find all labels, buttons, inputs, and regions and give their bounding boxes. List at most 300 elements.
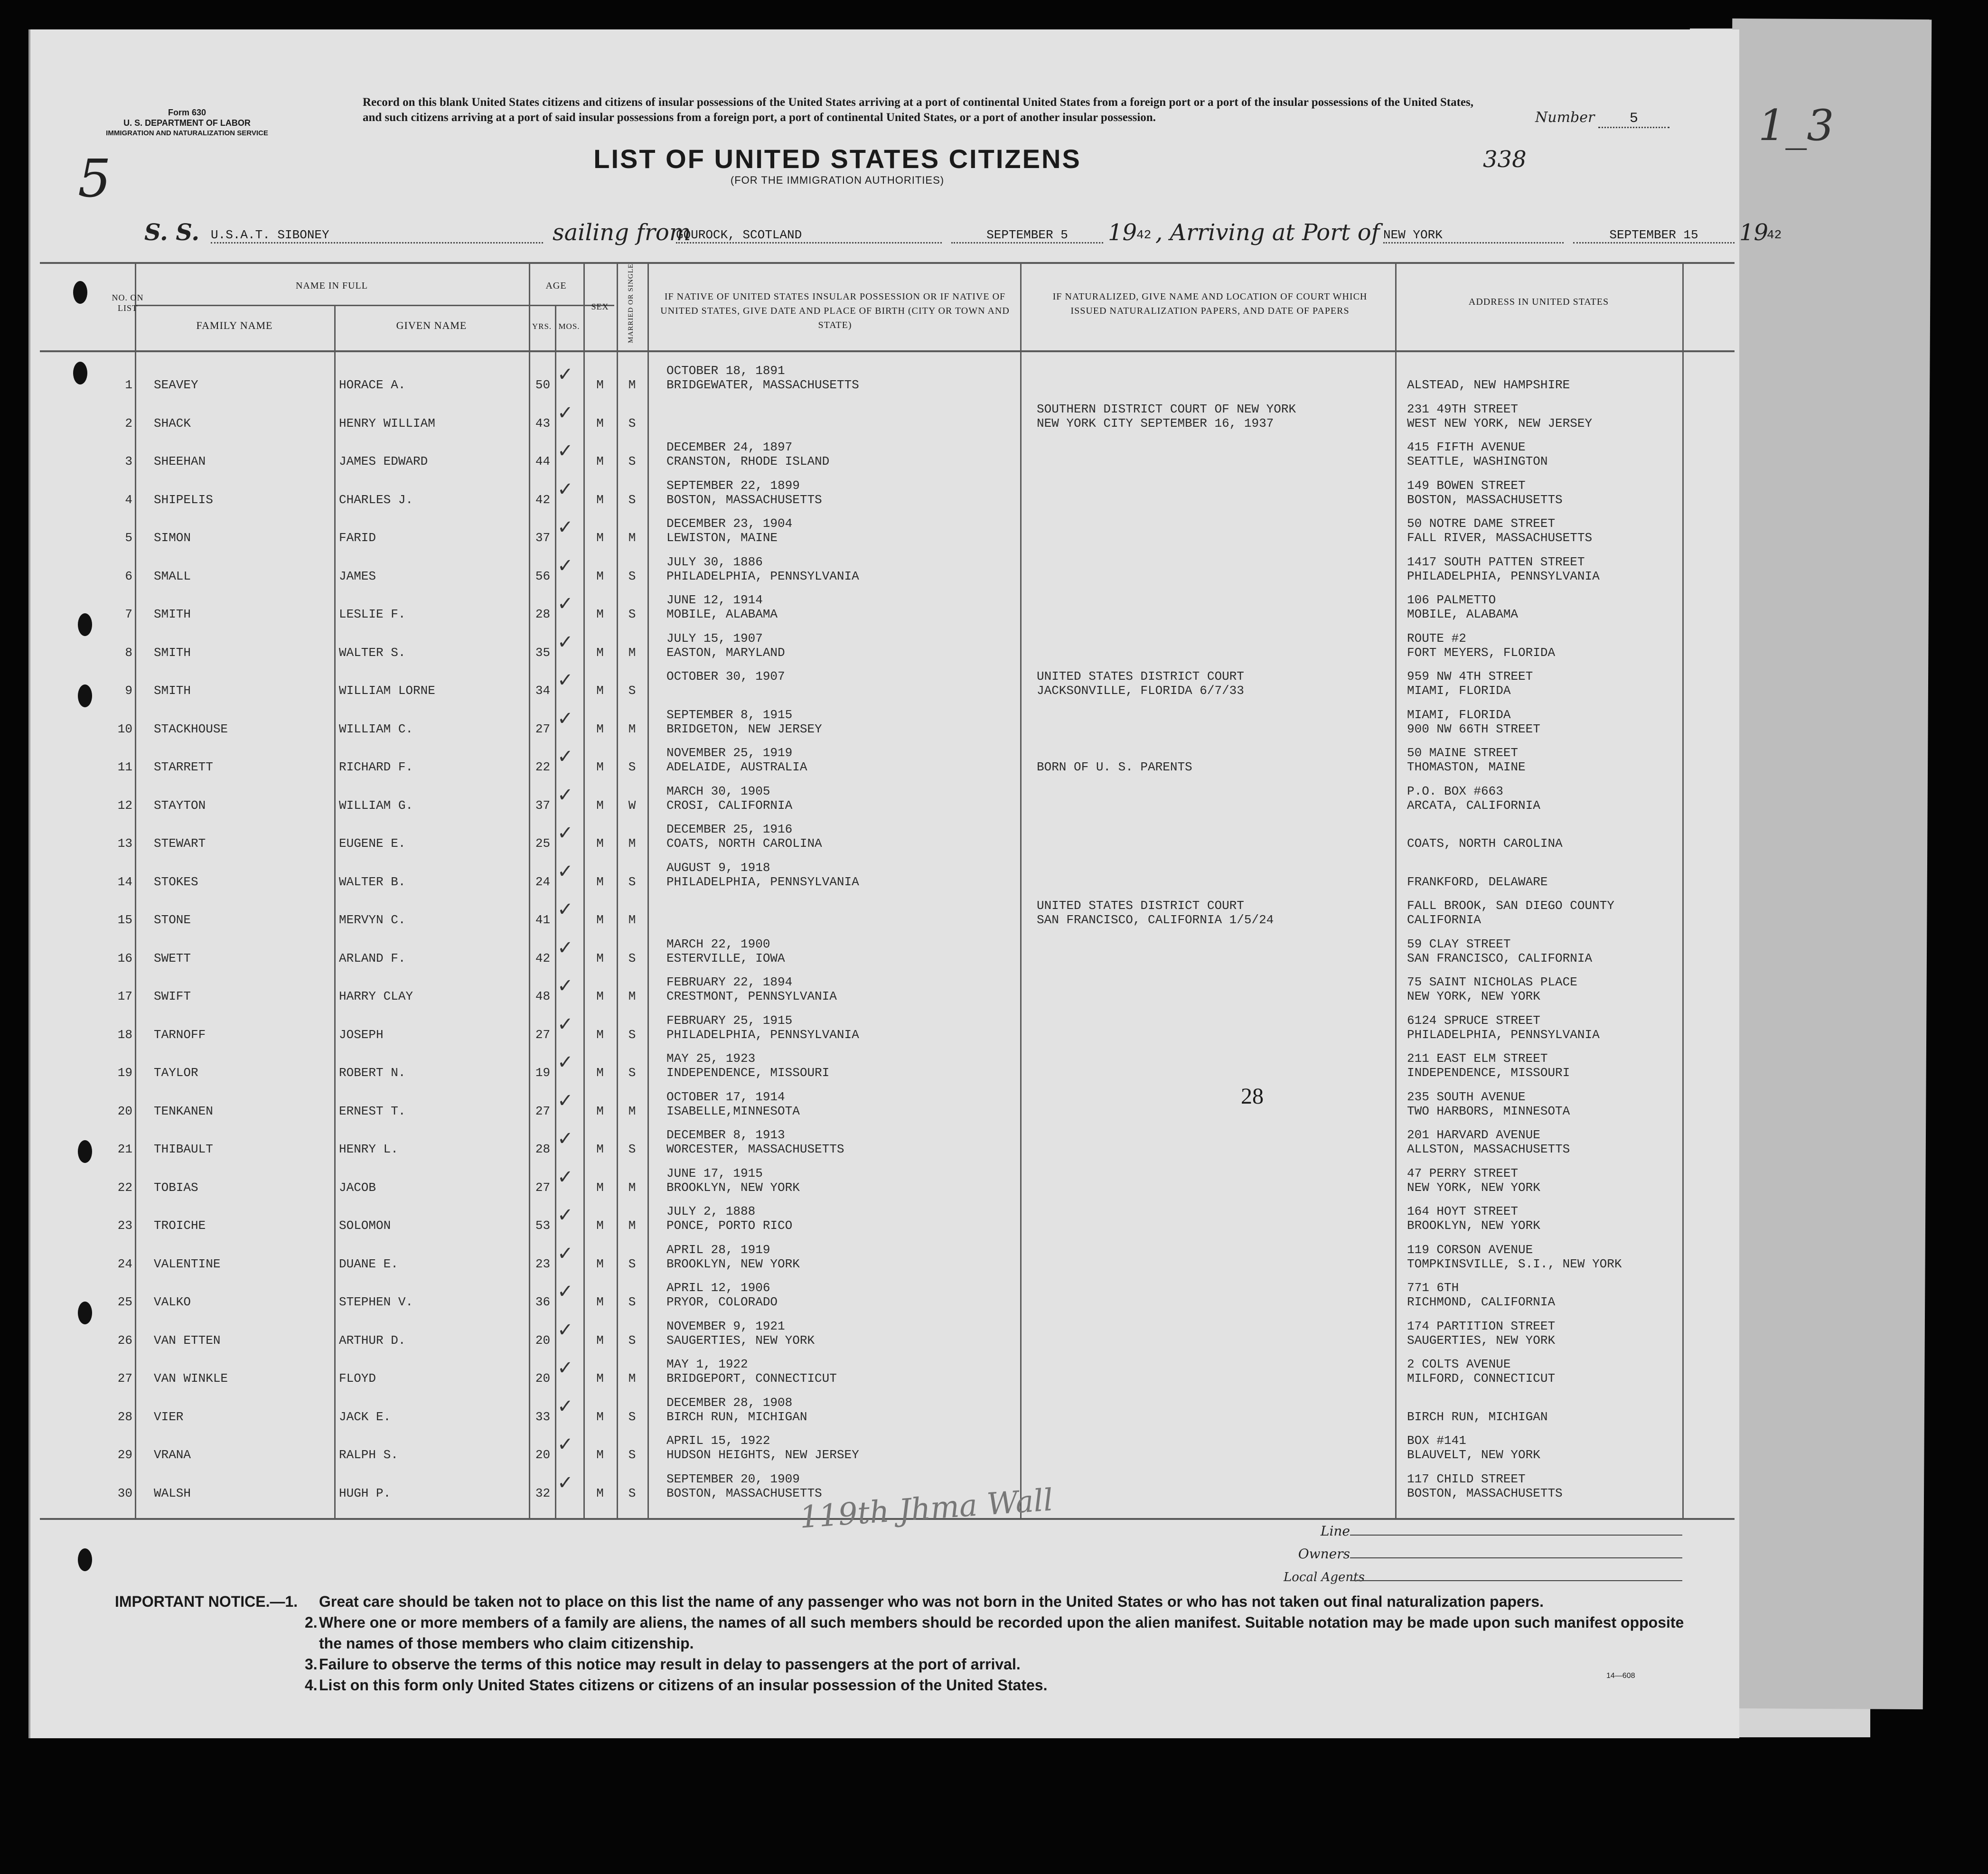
given-name: DUANE E.	[339, 1256, 398, 1271]
birth-line-1: JUNE 12, 1914	[666, 593, 763, 607]
check-mark-icon: ✓	[557, 1051, 573, 1073]
punch-hole	[78, 1548, 92, 1571]
row-number: 9	[125, 684, 132, 698]
given-name: MERVYN C.	[339, 913, 406, 927]
age-years: 27	[535, 721, 551, 736]
row-number: 19	[117, 1066, 132, 1080]
birth-line-2: EASTON, MARYLAND	[666, 645, 785, 660]
birth-line-1: DECEMBER 28, 1908	[666, 1395, 793, 1410]
check-mark-icon: ✓	[557, 478, 573, 500]
marital-status: S	[628, 1295, 636, 1309]
notice-item-2: Where one or more members of a family are aliens, the names of all such members should be recorded upon the alien manifest. Suitable notation may be made upon such manifest opposite the names of those members who claim citizenship.	[319, 1614, 1684, 1652]
family-name: SWIFT	[154, 989, 191, 1003]
addr-line-1: 231 49TH STREET	[1407, 402, 1519, 416]
birth-line-1: APRIL 15, 1922	[666, 1434, 770, 1448]
age-years: 34	[535, 684, 551, 698]
header-bottom-rule	[40, 350, 1735, 352]
marital-status: S	[628, 1142, 636, 1156]
addr-line-2: ALLSTON, MASSACHUSETTS	[1407, 1142, 1570, 1156]
age-years: 20	[535, 1448, 551, 1462]
family-name: SMITH	[154, 645, 191, 660]
family-name: SMITH	[154, 607, 191, 621]
name-age-subrule	[135, 305, 614, 306]
table-row	[30, 591, 1739, 629]
birth-line-2: PHILADELPHIA, PENNSYLVANIA	[666, 874, 859, 889]
owners-field	[1350, 1544, 1682, 1558]
table-row	[30, 1279, 1739, 1317]
table-row	[30, 1241, 1739, 1279]
family-name: VAN ETTEN	[154, 1333, 221, 1348]
given-name: SOLOMON	[339, 1218, 391, 1233]
birth-line-1: SEPTEMBER 8, 1915	[666, 707, 793, 722]
family-name: TENKANEN	[154, 1104, 213, 1118]
given-name: WALTER S.	[339, 645, 406, 660]
addr-line-2: FRANKFORD, DELAWARE	[1407, 874, 1548, 889]
family-name: TAYLOR	[154, 1066, 198, 1080]
addr-line-1: P.O. BOX #663	[1407, 784, 1503, 798]
header-mos: MOS.	[558, 322, 580, 331]
dept-line-2: IMMIGRATION AND NATURALIZATION SERVICE	[106, 129, 268, 137]
age-years: 27	[535, 1027, 551, 1042]
given-name: CHARLES J.	[339, 492, 413, 507]
addr-line-1: 2 COLTS AVENUE	[1407, 1357, 1511, 1371]
birth-line-2: COATS, NORTH CAROLINA	[666, 836, 822, 851]
check-mark-icon: ✓	[557, 516, 573, 538]
underlying-page-1	[1724, 19, 1932, 1709]
birth-line-2: PHILADELPHIA, PENNSYLVANIA	[666, 1027, 859, 1042]
print-code: 14—608	[1606, 1672, 1635, 1680]
given-name: WILLIAM G.	[339, 798, 413, 813]
given-name: JACK E.	[339, 1409, 391, 1424]
birth-line-2: ISABELLE,MINNESOTA	[666, 1104, 800, 1118]
birth-line-2: SAUGERTIES, NEW YORK	[666, 1333, 815, 1348]
row-number: 28	[117, 1409, 132, 1424]
table-top-rule	[40, 262, 1735, 264]
sex: M	[596, 1486, 604, 1500]
table-row	[30, 782, 1739, 821]
family-name: VALKO	[154, 1295, 191, 1309]
age-years: 53	[535, 1218, 551, 1233]
family-name: VALENTINE	[154, 1256, 221, 1271]
header-address: ADDRESS IN UNITED STATES	[1468, 297, 1609, 307]
arrival-year-prefix: 19	[1739, 219, 1769, 246]
sex: M	[596, 1180, 604, 1195]
age-years: 24	[535, 874, 551, 889]
sex: M	[596, 1409, 604, 1424]
given-name: LESLIE F.	[339, 607, 406, 621]
header-naturalized: IF NATURALIZED, GIVE NAME AND LOCATION OF COURT WHICH ISSUED NATURALIZATION PAPERS, AND DATE OF PAPERS	[1052, 291, 1368, 316]
addr-line-2: NEW YORK, NEW YORK	[1407, 989, 1540, 1003]
nat-line-1: SOUTHERN DISTRICT COURT OF NEW YORK	[1037, 402, 1296, 416]
age-years: 35	[535, 645, 551, 660]
addr-line-1: BOX #141	[1407, 1434, 1466, 1448]
header-married-single: MARRIED OR SINGLE	[627, 263, 635, 343]
age-years: 50	[535, 378, 551, 392]
row-number: 29	[117, 1448, 132, 1462]
age-years: 20	[535, 1371, 551, 1386]
header-family-name: FAMILY NAME	[196, 319, 273, 331]
row-number: 6	[125, 569, 132, 583]
family-name: TARNOFF	[154, 1027, 206, 1042]
family-name: SEAVEY	[154, 378, 198, 392]
given-name: ARLAND F.	[339, 951, 406, 965]
nat-line-1: UNITED STATES DISTRICT COURT	[1037, 669, 1244, 684]
number-value: 5	[1598, 111, 1669, 128]
age-years: 20	[535, 1333, 551, 1348]
addr-line-2: BOSTON, MASSACHUSETTS	[1407, 1486, 1563, 1500]
addr-line-1: 164 HOYT STREET	[1407, 1204, 1519, 1218]
addr-line-2: COATS, NORTH CAROLINA	[1407, 836, 1563, 851]
nat-line-2: SAN FRANCISCO, CALIFORNIA 1/5/24	[1037, 913, 1274, 927]
addr-line-1: 6124 SPRUCE STREET	[1407, 1013, 1540, 1028]
birth-line-1: DECEMBER 8, 1913	[666, 1128, 785, 1142]
given-name: ARTHUR D.	[339, 1333, 406, 1348]
addr-line-2: WEST NEW YORK, NEW JERSEY	[1407, 416, 1593, 431]
header-sex: SEX	[591, 302, 609, 311]
addr-line-2: MIAMI, FLORIDA	[1407, 684, 1511, 698]
marital-status: M	[628, 913, 636, 927]
form-number: Form 630	[168, 108, 206, 117]
age-years: 33	[535, 1409, 551, 1424]
marital-status: S	[628, 1448, 636, 1462]
age-years: 43	[535, 416, 551, 431]
local-agents-field	[1350, 1567, 1682, 1581]
table-row	[30, 629, 1739, 668]
addr-line-2: ARCATA, CALIFORNIA	[1407, 798, 1540, 813]
addr-line-1: FALL BROOK, SAN DIEGO COUNTY	[1407, 899, 1614, 913]
birth-line-2: INDEPENDENCE, MISSOURI	[666, 1066, 830, 1080]
addr-line-2: BROOKLYN, NEW YORK	[1407, 1218, 1540, 1233]
sex: M	[596, 1066, 604, 1080]
birth-line-1: DECEMBER 23, 1904	[666, 516, 793, 531]
addr-line-1: 1417 SOUTH PATTEN STREET	[1407, 554, 1585, 569]
marital-status: M	[628, 836, 636, 851]
birth-line-2: BROOKLYN, NEW YORK	[666, 1256, 800, 1271]
age-years: 27	[535, 1104, 551, 1118]
table-row	[30, 438, 1739, 477]
sex: M	[596, 531, 604, 545]
sex: M	[596, 416, 604, 431]
addr-line-1: 75 SAINT NICHOLAS PLACE	[1407, 975, 1577, 989]
birth-line-2: BOSTON, MASSACHUSETTS	[666, 492, 822, 507]
table-row	[30, 1049, 1739, 1088]
form-id-block	[97, 107, 277, 139]
arriving-label: , Arriving at Port of	[1155, 219, 1380, 246]
age-years: 32	[535, 1486, 551, 1500]
sex: M	[596, 1448, 604, 1462]
given-name: WILLIAM LORNE	[339, 684, 435, 698]
from-port: GOUROCK, SCOTLAND	[676, 228, 942, 244]
birth-line-1: DECEMBER 24, 1897	[666, 440, 793, 454]
sex: M	[596, 760, 604, 774]
page-number: 338	[1483, 146, 1527, 173]
table-row	[30, 1088, 1739, 1126]
birth-line-1: JULY 2, 1888	[666, 1204, 756, 1218]
family-name: SHACK	[154, 416, 191, 431]
marital-status: S	[628, 1333, 636, 1348]
family-name: VIER	[154, 1409, 184, 1424]
age-years: 27	[535, 1180, 551, 1195]
addr-line-2: MOBILE, ALABAMA	[1407, 607, 1519, 621]
arrival-year: 42	[1767, 228, 1782, 242]
check-mark-icon: ✓	[557, 1319, 573, 1341]
addr-line-2: BLAUVELT, NEW YORK	[1407, 1448, 1540, 1462]
marital-status: M	[628, 721, 636, 736]
table-row	[30, 1394, 1739, 1432]
table-row	[30, 1164, 1739, 1203]
birth-line-2: BRIDGETON, NEW JERSEY	[666, 721, 822, 736]
age-years: 41	[535, 913, 551, 927]
birth-line-1: FEBRUARY 22, 1894	[666, 975, 793, 989]
punch-hole	[73, 281, 87, 304]
sex: M	[596, 1256, 604, 1271]
birth-line-1: MARCH 30, 1905	[666, 784, 770, 798]
dept-line-1: U. S. DEPARTMENT OF LABOR	[123, 118, 251, 128]
header-name-in-full: NAME IN FULL	[296, 281, 368, 291]
sex: M	[596, 989, 604, 1003]
age-years: 42	[535, 951, 551, 965]
depart-year: 42	[1136, 228, 1152, 242]
given-name: JAMES	[339, 569, 376, 583]
birth-line-1: OCTOBER 18, 1891	[666, 364, 785, 378]
birth-line-1: MARCH 22, 1900	[666, 937, 770, 951]
given-name: JOSEPH	[339, 1027, 384, 1042]
owners-label: Owners	[1298, 1546, 1350, 1562]
sex: M	[596, 913, 604, 927]
check-mark-icon: ✓	[557, 784, 573, 806]
given-name: STEPHEN V.	[339, 1295, 413, 1309]
table-row	[30, 744, 1739, 782]
check-mark-icon: ✓	[557, 1471, 573, 1494]
sex: M	[596, 1027, 604, 1042]
addr-line-1: ROUTE #2	[1407, 631, 1466, 646]
row-number: 17	[117, 989, 132, 1003]
given-name: ROBERT N.	[339, 1066, 406, 1080]
marital-status: M	[628, 1104, 636, 1118]
table-row	[30, 515, 1739, 553]
age-years: 25	[535, 836, 551, 851]
addr-line-1: 771 6TH	[1407, 1281, 1459, 1295]
addr-line-2: PHILADELPHIA, PENNSYLVANIA	[1407, 1027, 1600, 1042]
sex: M	[596, 492, 604, 507]
birth-line-1: JUNE 17, 1915	[666, 1166, 763, 1181]
addr-line-1: 59 CLAY STREET	[1407, 937, 1511, 951]
given-name: RALPH S.	[339, 1448, 398, 1462]
header-yrs: YRS.	[532, 322, 552, 331]
row-number: 11	[117, 760, 132, 774]
birth-line-1: NOVEMBER 9, 1921	[666, 1319, 785, 1333]
family-name: STACKHOUSE	[154, 721, 228, 736]
check-mark-icon: ✓	[557, 631, 573, 653]
notice-item-3: Failure to observe the terms of this notice may result in delay to passengers at the port of arrival.	[319, 1656, 1021, 1673]
table-row	[30, 362, 1739, 400]
birth-line-2: PONCE, PORTO RICO	[666, 1218, 793, 1233]
row-number: 27	[117, 1371, 132, 1386]
addr-line-2: ALSTEAD, NEW HAMPSHIRE	[1407, 378, 1570, 392]
birth-line-2: HUDSON HEIGHTS, NEW JERSEY	[666, 1448, 859, 1462]
birth-line-2: BIRCH RUN, MICHIGAN	[666, 1409, 807, 1424]
sex: M	[596, 1295, 604, 1309]
footer-fields	[1284, 1520, 1711, 1589]
ship-name: U.S.A.T. SIBONEY	[211, 228, 543, 244]
family-name: THIBAULT	[154, 1142, 213, 1156]
birth-line-2: PRYOR, COLORADO	[666, 1295, 778, 1309]
addr-line-2: FORT MEYERS, FLORIDA	[1407, 645, 1556, 660]
table-row	[30, 1432, 1739, 1470]
family-name: SIMON	[154, 531, 191, 545]
check-mark-icon: ✓	[557, 593, 573, 615]
check-mark-icon: ✓	[557, 402, 573, 424]
birth-line-2: LEWISTON, MAINE	[666, 531, 778, 545]
sex: M	[596, 874, 604, 889]
marital-status: S	[628, 874, 636, 889]
birth-line-2: CRANSTON, RHODE ISLAND	[666, 454, 830, 468]
marital-status: M	[628, 378, 636, 392]
table-row	[30, 1317, 1739, 1356]
marital-status: M	[628, 1180, 636, 1195]
marital-status: M	[628, 1371, 636, 1386]
sex: M	[596, 721, 604, 736]
sex: M	[596, 454, 604, 468]
check-mark-icon: ✓	[557, 860, 573, 882]
birth-line-2: BROOKLYN, NEW YORK	[666, 1180, 800, 1195]
nat-line-2: BORN OF U. S. PARENTS	[1037, 760, 1192, 774]
given-name: JACOB	[339, 1180, 376, 1195]
birth-line-1: APRIL 12, 1906	[666, 1281, 770, 1295]
check-mark-icon: ✓	[557, 899, 573, 920]
notice-item-4-number: 4.	[305, 1677, 318, 1694]
birth-line-2: ADELAIDE, AUSTRALIA	[666, 760, 807, 774]
family-name: WALSH	[154, 1486, 191, 1500]
marital-status: S	[628, 1256, 636, 1271]
family-name: STAYTON	[154, 798, 206, 813]
addr-line-1: 50 MAINE STREET	[1407, 746, 1519, 760]
addr-line-1: 959 NW 4TH STREET	[1407, 669, 1533, 684]
row-number: 18	[117, 1027, 132, 1042]
row-number: 20	[117, 1104, 132, 1118]
addr-line-2: FALL RIVER, MASSACHUSETTS	[1407, 531, 1593, 545]
signature: 119th Jhma Wall	[798, 1482, 1054, 1536]
addr-line-2: SAUGERTIES, NEW YORK	[1407, 1333, 1556, 1348]
addr-line-2: CALIFORNIA	[1407, 913, 1482, 927]
header-age: AGE	[545, 281, 567, 291]
row-number: 13	[117, 836, 132, 851]
birth-line-2: BRIDGEWATER, MASSACHUSETTS	[666, 378, 859, 392]
preamble: Record on this blank United States citizens and citizens of insular possessions of the United States arriving at a port of continental United States from a foreign port or a port of the insular possessions of the United States, and such citizens arriving at a port of said insular possessions from a foreign port, a port of continental United States, or a port of another insular possession.	[363, 96, 1473, 124]
birth-line-2: ESTERVILLE, IOWA	[666, 951, 785, 965]
addr-line-1: 201 HARVARD AVENUE	[1407, 1128, 1540, 1142]
check-mark-icon: ✓	[557, 1395, 573, 1417]
notice-item-3-number: 3.	[305, 1656, 318, 1673]
age-years: 56	[535, 569, 551, 583]
line-field	[1350, 1521, 1682, 1536]
birth-line-1: JULY 15, 1907	[666, 631, 763, 646]
check-mark-icon: ✓	[557, 975, 573, 997]
sex: M	[596, 1104, 604, 1118]
birth-line-1: MAY 1, 1922	[666, 1357, 748, 1371]
check-mark-icon: ✓	[557, 937, 573, 959]
age-years: 36	[535, 1295, 551, 1309]
marital-status: S	[628, 1066, 636, 1080]
birth-line-1: JULY 30, 1886	[666, 554, 763, 569]
birth-line-2: BOSTON, MASSACHUSETTS	[666, 1486, 822, 1500]
addr-line-2: MILFORD, CONNECTICUT	[1407, 1371, 1556, 1386]
given-name: HUGH P.	[339, 1486, 391, 1500]
age-years: 28	[535, 1142, 551, 1156]
addr-line-2: INDEPENDENCE, MISSOURI	[1407, 1066, 1570, 1080]
sex: M	[596, 645, 604, 660]
family-name: SMALL	[154, 569, 191, 583]
row-number: 15	[117, 913, 132, 927]
given-name: HENRY L.	[339, 1142, 398, 1156]
addr-line-1: 235 SOUTH AVENUE	[1407, 1089, 1526, 1104]
family-name: SMITH	[154, 684, 191, 698]
birth-line-1: APRIL 28, 1919	[666, 1242, 770, 1257]
check-mark-icon: ✓	[557, 707, 573, 730]
sex: M	[596, 1333, 604, 1348]
marital-status: S	[628, 1027, 636, 1042]
table-row	[30, 1355, 1739, 1394]
marital-status: S	[628, 1486, 636, 1500]
addr-line-1: 211 EAST ELM STREET	[1407, 1051, 1548, 1066]
check-mark-icon: ✓	[557, 440, 573, 462]
age-years: 37	[535, 798, 551, 813]
family-name: SHEEHAN	[154, 454, 206, 468]
age-years: 28	[535, 607, 551, 621]
age-years: 44	[535, 454, 551, 468]
given-name: ERNEST T.	[339, 1104, 406, 1118]
notice-item-4: List on this form only United States citizens or citizens of an insular possession of the United States.	[319, 1677, 1048, 1694]
important-notice	[115, 1591, 1705, 1696]
marital-status: S	[628, 1409, 636, 1424]
check-mark-icon: ✓	[557, 554, 573, 577]
marital-status: M	[628, 531, 636, 545]
header-no-on-list: NO. ON LIST	[112, 293, 144, 313]
arrival-date: SEPTEMBER 15	[1573, 228, 1735, 244]
given-name: HENRY WILLIAM	[339, 416, 435, 431]
family-name: SHIPELIS	[154, 492, 213, 507]
marital-status: S	[628, 951, 636, 965]
row-number: 14	[117, 874, 132, 889]
sex: M	[596, 1142, 604, 1156]
sex: M	[596, 1371, 604, 1386]
given-name: WILLIAM C.	[339, 721, 413, 736]
check-mark-icon: ✓	[557, 822, 573, 844]
check-mark-icon: ✓	[557, 364, 573, 385]
check-mark-icon: ✓	[557, 1242, 573, 1265]
nat-line-1: UNITED STATES DISTRICT COURT	[1037, 899, 1244, 913]
row-number: 8	[125, 645, 132, 660]
addr-line-2: TWO HARBORS, MINNESOTA	[1407, 1104, 1570, 1118]
marital-status: S	[628, 492, 636, 507]
table-row	[30, 1202, 1739, 1241]
table-row	[30, 400, 1739, 439]
table-row	[30, 667, 1739, 706]
sex: M	[596, 798, 604, 813]
row-number: 10	[117, 721, 132, 736]
sex: M	[596, 684, 604, 698]
age-years: 22	[535, 760, 551, 774]
nat-line-2: NEW YORK CITY SEPTEMBER 16, 1937	[1037, 416, 1274, 431]
nat-line-2: JACKSONVILLE, FLORIDA 6/7/33	[1037, 684, 1244, 698]
family-name: TROICHE	[154, 1218, 206, 1233]
marital-status: S	[628, 607, 636, 621]
table-row	[30, 897, 1739, 935]
row-number: 25	[117, 1295, 132, 1309]
sex: M	[596, 836, 604, 851]
row-number: 2	[125, 416, 132, 431]
given-name: WALTER B.	[339, 874, 406, 889]
